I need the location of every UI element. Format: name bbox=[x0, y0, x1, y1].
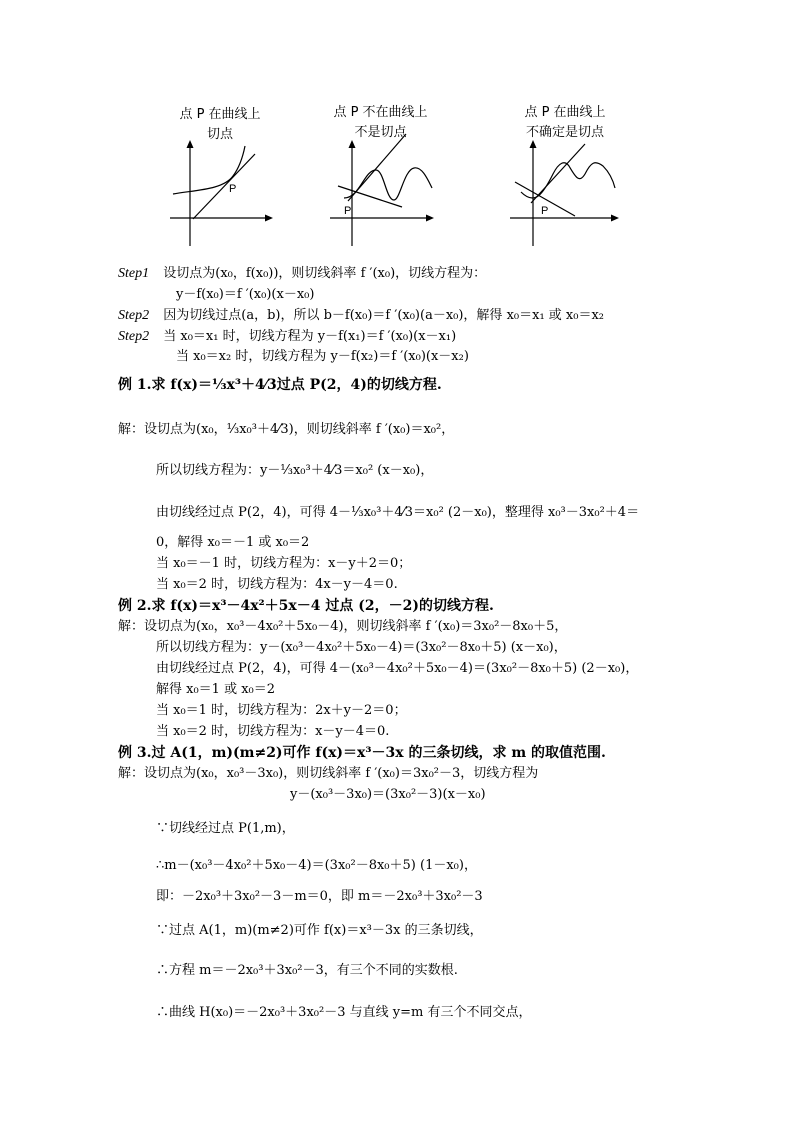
curve bbox=[344, 168, 432, 200]
step-1-label: Step1 bbox=[118, 266, 150, 281]
step-2-text: 因为切线过点(a，b)，所以 b－f(x₀)＝f ′(x₀)(a－x₀)，解得 x₀＝x₁ 或 x₀＝x₂ bbox=[163, 308, 605, 323]
example-3-title: 例 3.过 A(1，m)(m≠2)可作 f(x)＝x³－3x 的三条切线，求 m 的取值范围. bbox=[118, 745, 606, 761]
example-1-line-6: 当 x₀＝2 时，切线方程为：4x－y－4＝0. bbox=[156, 577, 398, 592]
figure-3-graph bbox=[505, 104, 625, 249]
example-3-line-5: 即：－2x₀³＋3x₀²－3－m＝0，即 m＝－2x₀³＋3x₀²－3 bbox=[156, 889, 483, 904]
tangent-line bbox=[348, 134, 406, 201]
example-1-title: 例 1.求 f(x)＝⅓x³＋4⁄3过点 P(2，4)的切线方程. bbox=[118, 377, 442, 393]
figure-caption-line2: 不是切点 bbox=[354, 125, 407, 140]
example-2-title: 例 2.求 f(x)＝x³－4x²＋5x－4 过点 (2，－2)的切线方程. bbox=[118, 598, 494, 614]
tangent-line bbox=[193, 154, 255, 219]
step-3-label: Step2 bbox=[118, 329, 150, 344]
example-1-line-2: 所以切线方程为：y－⅓x₀³＋4⁄3＝x₀² (x－x₀)， bbox=[156, 463, 434, 478]
figure-caption-line1: 点 P 不在曲线上 bbox=[333, 105, 428, 120]
example-1-line-5: 当 x₀＝－1 时，切线方程为：x－y＋2＝0； bbox=[156, 556, 412, 571]
step-3-text: 当 x₀＝x₁ 时，切线方程为 y－f(x₁)＝f ′(x₀)(x－x₁) bbox=[163, 329, 457, 344]
figure-2-graph bbox=[318, 104, 443, 249]
example-1-line-1: 解：设切点为(x₀，⅓x₀³＋4⁄3)，则切线斜率 f ′(x₀)＝x₀²， bbox=[118, 422, 455, 437]
y-axis-arrow bbox=[187, 140, 194, 148]
step-1-equation: y－f(x₀)＝f ′(x₀)(x－x₀) bbox=[176, 287, 315, 302]
step-3-text-2: 当 x₀＝x₂ 时，切线方程为 y－f(x₂)＝f ′(x₀)(x－x₂) bbox=[176, 349, 469, 364]
example-2-line-6: 当 x₀＝2 时，切线方程为：x－y－4＝0. bbox=[156, 724, 390, 739]
tangent-line bbox=[531, 144, 585, 203]
step-2-label: Step2 bbox=[118, 308, 150, 323]
figure-1-graph bbox=[165, 104, 275, 249]
x-axis-arrow bbox=[611, 215, 619, 222]
step-3-line bbox=[118, 327, 456, 347]
figure-tangent-at-point bbox=[165, 104, 275, 249]
example-3-line-1: 解：设切点为(x₀，x₀³－3x₀)，则切线斜率 f ′(x₀)＝3x₀²－3，切线方程为 bbox=[118, 766, 539, 781]
example-1-line-4: 0，解得 x₀＝－1 或 x₀＝2 bbox=[156, 535, 310, 550]
figure-caption-line2: 切点 bbox=[206, 127, 233, 142]
figure-caption-line1: 点 P 在曲线上 bbox=[524, 105, 606, 120]
figure-point-on-curve-uncertain bbox=[505, 104, 625, 249]
x-axis-arrow bbox=[426, 215, 434, 222]
example-2-line-2: 所以切线方程为：y－(x₀³－4x₀²＋5x₀－4)＝(3x₀²－8x₀＋5) (x－x₀)， bbox=[156, 640, 567, 655]
example-3-line-8: ∴曲线 H(x₀)＝－2x₀³＋3x₀²－3 与直线 y=m 有三个不同交点， bbox=[156, 1005, 532, 1020]
example-3-line-7: ∴方程 m＝－2x₀³＋3x₀²－3，有三个不同的实数根. bbox=[156, 963, 458, 978]
example-3-line-4: ∴m－(x₀³－4x₀²＋5x₀－4)＝(3x₀²－8x₀＋5) (1－x₀)， bbox=[156, 858, 477, 873]
step-1-text: 设切点为(x₀，f(x₀))，则切线斜率 f ′(x₀)，切线方程为： bbox=[163, 266, 487, 281]
example-2-line-1: 解：设切点为(x₀，x₀³－4x₀²＋5x₀－4)，则切线斜率 f ′(x₀)＝3x₀²－8x₀＋5， bbox=[118, 619, 568, 634]
y-axis-arrow bbox=[349, 140, 356, 148]
figure-point-not-on-curve bbox=[318, 104, 443, 249]
example-3-line-6: ∵过点 A(1，m)(m≠2)可作 f(x)＝x³－3x 的三条切线， bbox=[156, 923, 483, 938]
point-label: P bbox=[229, 183, 237, 195]
step-1-line bbox=[118, 264, 486, 284]
figure-caption-line2: 不确定是切点 bbox=[525, 125, 604, 140]
x-axis-arrow bbox=[265, 215, 273, 222]
example-2-line-5: 当 x₀＝1 时，切线方程为：2x＋y－2＝0； bbox=[156, 703, 407, 718]
secant-line bbox=[338, 186, 402, 207]
step-2-line bbox=[118, 306, 604, 326]
example-2-line-3: 由切线经过点 P(2，4)，可得 4－(x₀³－4x₀²＋5x₀－4)＝(3x₀²－8x₀＋5) (2－x₀)， bbox=[156, 661, 639, 676]
figure-caption-line1: 点 P 在曲线上 bbox=[179, 107, 261, 122]
point-label: P bbox=[344, 205, 352, 217]
y-axis-arrow bbox=[530, 140, 537, 148]
point-label: P bbox=[541, 205, 549, 217]
example-2-line-4: 解得 x₀＝1 或 x₀＝2 bbox=[156, 682, 276, 697]
example-1-line-3: 由切线经过点 P(2，4)，可得 4－⅓x₀³＋4⁄3＝x₀² (2－x₀)，整理得 x₀³－3x₀²＋4＝ bbox=[156, 505, 640, 520]
example-3-line-2: y－(x₀³－3x₀)＝(3x₀²－3)(x－x₀) bbox=[290, 787, 486, 802]
example-3-line-3: ∵切线经过点 P(1,m)， bbox=[156, 821, 295, 836]
